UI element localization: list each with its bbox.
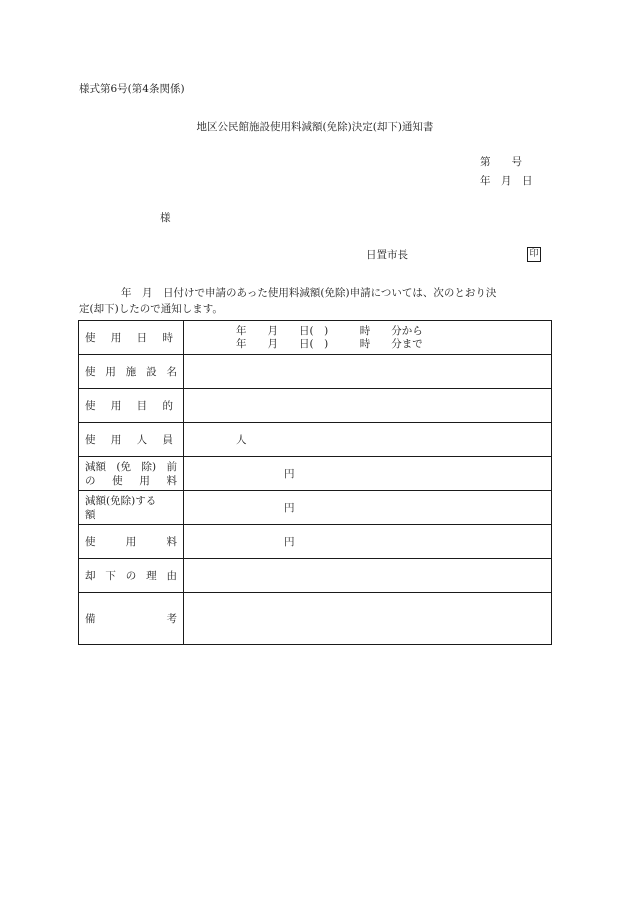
- label-char: 理: [146, 570, 157, 582]
- row-fee: [79, 525, 552, 559]
- reduction-unit: 円: [284, 502, 295, 514]
- value-people[interactable]: [184, 423, 552, 457]
- row-use-datetime: [79, 321, 552, 355]
- label-char: の: [85, 474, 96, 487]
- label-char: 施: [125, 366, 137, 378]
- value-purpose[interactable]: [184, 389, 552, 423]
- row-purpose: [79, 389, 552, 423]
- label-char: 用: [110, 400, 122, 412]
- label-char: の: [125, 570, 137, 582]
- label-purpose: [79, 389, 184, 423]
- notice-body-line-1: 年 月 日付けで申請のあった使用料減額(免除)申請については、次のとおり決: [79, 287, 497, 299]
- label-char: 用: [110, 332, 122, 344]
- fee-before-unit: 円: [284, 468, 295, 480]
- label-reason: [79, 559, 184, 593]
- label-char: 考: [166, 613, 177, 625]
- label-char: 備: [85, 613, 96, 625]
- label-char: 使: [85, 536, 96, 548]
- label-char: 目: [136, 400, 148, 412]
- label-fee-before: [79, 457, 184, 491]
- row-people: [79, 423, 552, 457]
- label-line: 減額(免除)する: [85, 494, 157, 507]
- use-datetime-to: 年 月 日( ) 時 分まで: [236, 337, 423, 350]
- fee-unit: 円: [284, 536, 295, 548]
- label-char: 員: [162, 434, 173, 446]
- label-char: 用: [139, 474, 150, 487]
- form-number: 様式第6号(第4条関係): [79, 83, 185, 95]
- label-char: 由: [166, 570, 177, 582]
- document-number-label: 第 号: [480, 156, 522, 168]
- label-char: 使: [85, 400, 96, 412]
- label-char: 料: [166, 536, 177, 548]
- value-reason[interactable]: [184, 559, 552, 593]
- label-char: 使: [85, 332, 96, 344]
- label-char: 用: [105, 366, 116, 378]
- row-facility: [79, 355, 552, 389]
- document-date-label: 年 月 日: [480, 175, 533, 187]
- label-char: 却: [85, 570, 96, 582]
- label-char: 設: [146, 366, 157, 378]
- label-char: 下: [105, 570, 116, 582]
- label-remarks: [79, 593, 184, 645]
- label-char: 名: [166, 366, 177, 378]
- label-char: 使: [85, 366, 96, 378]
- label-line: 額: [85, 508, 96, 521]
- value-fee[interactable]: [184, 525, 552, 559]
- value-use-datetime[interactable]: [184, 321, 552, 355]
- row-remarks: [79, 593, 552, 645]
- issuer-name: 日置市長: [366, 249, 408, 261]
- label-char: 日: [136, 332, 148, 344]
- label-facility: [79, 355, 184, 389]
- recipient-suffix: 様: [160, 212, 171, 224]
- label-char: 使: [85, 434, 96, 446]
- label-char: 人: [136, 434, 148, 446]
- label-char: 料: [166, 474, 177, 487]
- label-reduction: [79, 491, 184, 525]
- value-remarks[interactable]: [184, 593, 552, 645]
- value-facility[interactable]: [184, 355, 552, 389]
- label-char: 用: [110, 434, 122, 446]
- label-char: 的: [162, 400, 173, 412]
- label-char: 用: [125, 536, 137, 548]
- notice-body-line-2: 定(却下)したので通知します。: [79, 303, 223, 315]
- row-reduction: [79, 491, 552, 525]
- label-char: 減額: [85, 460, 106, 473]
- value-reduction[interactable]: [184, 491, 552, 525]
- label-use-datetime: [79, 321, 184, 355]
- value-fee-before[interactable]: [184, 457, 552, 491]
- seal-mark: 印: [527, 247, 541, 262]
- label-fee: [79, 525, 184, 559]
- label-people: [79, 423, 184, 457]
- use-datetime-from: 年 月 日( ) 時 分から: [236, 324, 423, 337]
- notice-body: [79, 285, 553, 317]
- label-char: 使: [112, 474, 123, 487]
- label-char: 前: [166, 460, 177, 473]
- people-unit: 人: [236, 434, 247, 446]
- row-fee-before: [79, 457, 552, 491]
- details-table: [78, 320, 552, 645]
- label-char: (免: [116, 460, 132, 473]
- document-title: 地区公民館施設使用料減額(免除)決定(却下)通知書: [196, 121, 434, 133]
- label-char: 時: [162, 332, 173, 344]
- row-reason: [79, 559, 552, 593]
- label-char: 除): [141, 460, 157, 473]
